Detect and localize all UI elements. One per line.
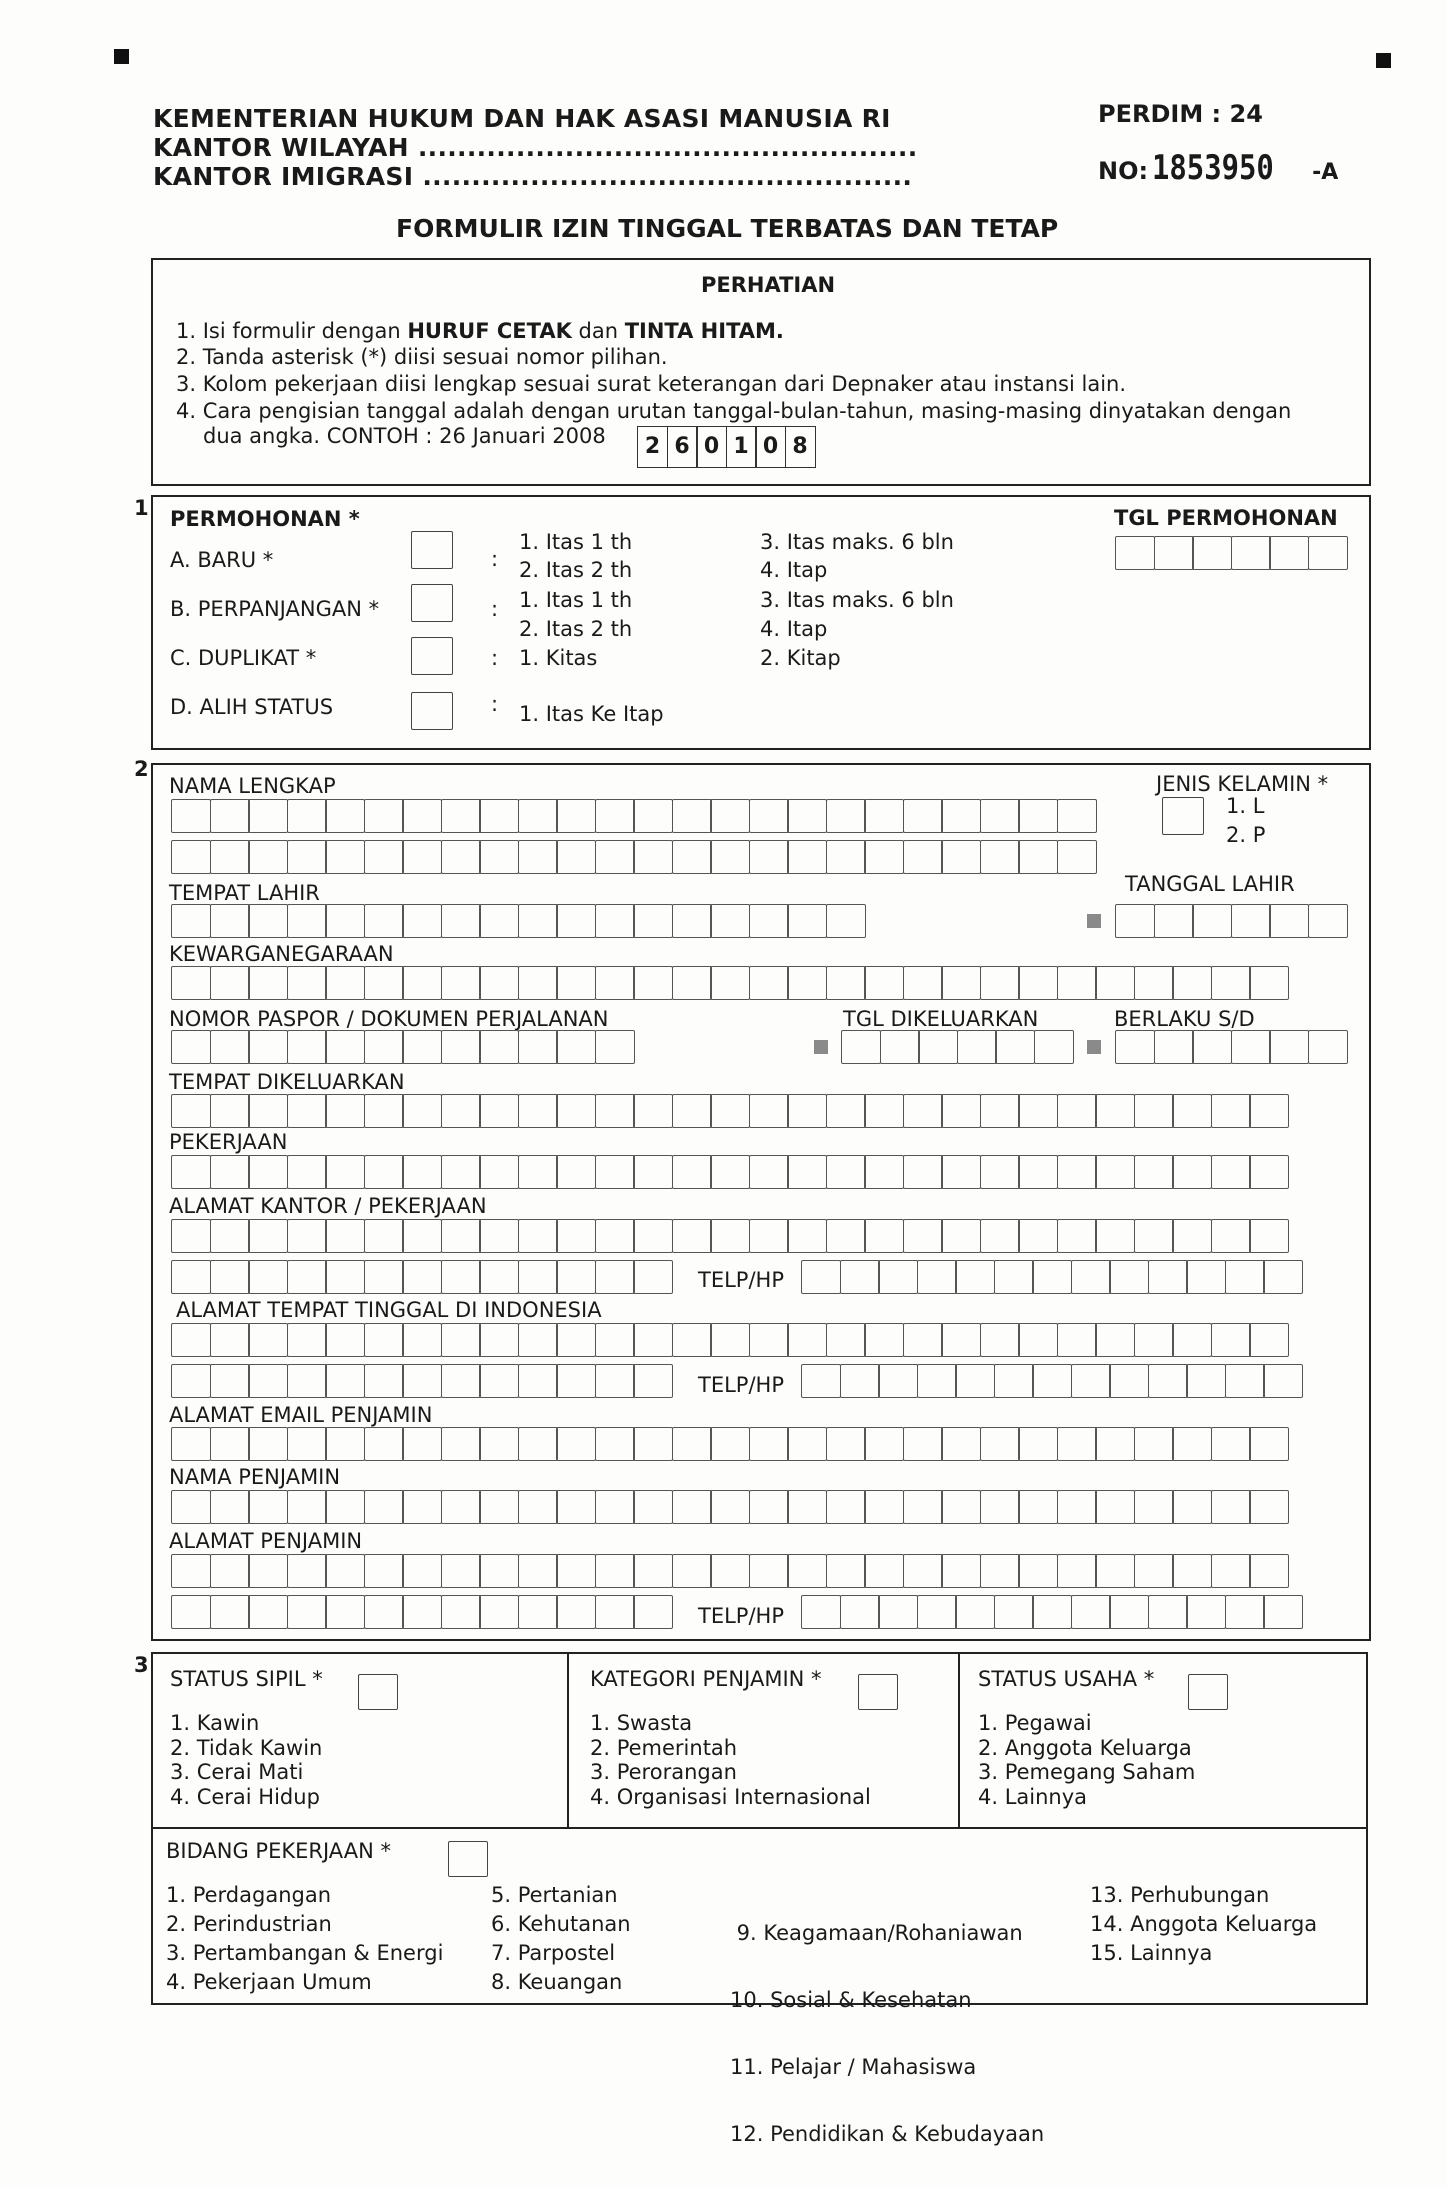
baru-option-1: 1. Itas 1 th (519, 530, 633, 554)
list-item: 2. Pemerintah (590, 1735, 738, 1760)
perpanjangan-label: B. PERPANJANGAN * (170, 597, 380, 621)
list-item: 2. Tidak Kawin (170, 1735, 323, 1760)
telp-label: TELP/HP (698, 1373, 784, 1397)
list-item: 8. Keuangan (491, 1970, 623, 1994)
baru-option-4: 4. Itap (760, 558, 828, 582)
notice-item-2: 2. Tanda asterisk (*) diisi sesuai nomor pilihan. (176, 345, 668, 369)
list-item: 3. Cerai Mati (170, 1760, 304, 1784)
nomor-paspor-label: NOMOR PASPOR / DOKUMEN PERJALANAN (169, 1007, 609, 1031)
section-status (151, 1652, 1368, 2146)
list-item: 12. Pendidikan & Kebudayaan (730, 2122, 1045, 2146)
duplikat-option-1: 1. Kitas (519, 646, 598, 670)
separator-square (1087, 1040, 1101, 1054)
telp-label: TELP/HP (698, 1604, 784, 1628)
list-item: 15. Lainnya (1090, 1941, 1213, 1965)
jenis-kelamin-option-2: 2. P (1226, 823, 1266, 847)
tempat-lahir-cells[interactable] (171, 904, 864, 938)
baru-checkbox[interactable] (411, 531, 453, 569)
ministry-heading: KEMENTERIAN HUKUM DAN HAK ASASI MANUSIA RI KANTOR WILAYAH ................................................... KANTOR IMIGRASI .................................................. (153, 104, 918, 191)
jenis-kelamin-label: JENIS KELAMIN * (1156, 772, 1329, 796)
section-personal-data (151, 763, 1371, 1641)
telp-kantor-cells[interactable] (801, 1260, 1302, 1294)
nama-lengkap-cells-1[interactable] (171, 799, 1095, 833)
list-item: 1. Swasta (590, 1711, 693, 1735)
list-item: 11. Pelajar / Mahasiswa (730, 2055, 977, 2079)
perpanjangan-option-2: 2. Itas 2 th (519, 617, 633, 641)
status-sipil-title: STATUS SIPIL * (170, 1667, 323, 1691)
section-permohonan (151, 495, 1371, 750)
alih-status-checkbox[interactable] (411, 692, 453, 730)
status-sipil-checkbox[interactable] (358, 1674, 398, 1710)
status-usaha-checkbox[interactable] (1188, 1674, 1228, 1710)
list-item: 9. Keagamaan/Rohaniawan (730, 1921, 1023, 1945)
kategori-penjamin-title: KATEGORI PENJAMIN * (590, 1667, 822, 1691)
colon: : (491, 597, 499, 621)
nama-lengkap-cells-2[interactable] (171, 840, 1095, 874)
colon: : (491, 547, 499, 571)
jenis-kelamin-checkbox[interactable] (1162, 797, 1204, 835)
email-penjamin-label: ALAMAT EMAIL PENJAMIN (169, 1403, 433, 1427)
notice-item-3: 3. Kolom pekerjaan diisi lengkap sesuai surat keterangan dari Depnaker atau instansi lain. (176, 372, 1127, 396)
corner-mark-left (114, 49, 129, 64)
list-item: 2. Perindustrian (166, 1912, 332, 1936)
list-item: 2. Anggota Keluarga (978, 1735, 1192, 1760)
colon: : (491, 646, 499, 670)
nama-lengkap-label: NAMA LENGKAP (169, 774, 336, 798)
nama-penjamin-cells[interactable] (171, 1490, 1288, 1524)
baru-option-2: 2. Itas 2 th (519, 558, 633, 582)
tanggal-lahir-label: TANGGAL LAHIR (1125, 872, 1295, 896)
separator-square (1087, 914, 1101, 928)
list-item: 1. Pegawai (978, 1711, 1092, 1735)
list-item: 3. Perorangan (590, 1760, 737, 1784)
bidang-col-4 (1090, 1881, 1317, 1968)
baru-option-3: 3. Itas maks. 6 bln (760, 530, 954, 554)
bidang-col-1 (166, 1881, 443, 1997)
divider (153, 1827, 1366, 1829)
tgl-dikeluarkan-cells[interactable] (841, 1030, 1072, 1064)
pekerjaan-cells[interactable] (171, 1155, 1288, 1189)
corner-mark-right (1376, 53, 1391, 68)
date-example-boxes: 2 6 0 1 0 8 (637, 426, 814, 468)
duplikat-checkbox[interactable] (411, 637, 453, 675)
list-item: 1. Perdagangan (166, 1883, 332, 1907)
pekerjaan-label: PEKERJAAN (169, 1130, 288, 1154)
tempat-dikeluarkan-cells[interactable] (171, 1094, 1288, 1128)
perpanjangan-option-3: 3. Itas maks. 6 bln (760, 588, 954, 612)
list-item: 6. Kehutanan (491, 1912, 631, 1936)
duplikat-option-2: 2. Kitap (760, 646, 841, 670)
kategori-penjamin-checkbox[interactable] (858, 1674, 898, 1710)
status-sipil-options (170, 1711, 322, 1809)
list-item: 4. Cerai Hidup (170, 1784, 320, 1809)
nomor-paspor-cells[interactable] (171, 1030, 633, 1064)
list-item: 13. Perhubungan (1090, 1883, 1270, 1907)
tempat-lahir-label: TEMPAT LAHIR (169, 881, 320, 905)
perpanjangan-option-1: 1. Itas 1 th (519, 588, 633, 612)
bidang-col-3 (730, 1881, 1044, 2187)
form-title: FORMULIR IZIN TINGGAL TERBATAS DAN TETAP (396, 214, 1059, 243)
permohonan-title: PERMOHONAN * (170, 507, 360, 531)
kewarganegaraan-label: KEWARGANEGARAAN (169, 942, 394, 966)
notice-item-4-cont: dua angka. CONTOH : 26 Januari 2008 (203, 424, 606, 448)
alamat-penjamin-cells-1[interactable] (171, 1554, 1288, 1588)
list-item: 4. Pekerjaan Umum (166, 1970, 372, 1994)
section-number-1: 1 (134, 496, 149, 520)
notice-item-1: 1. Isi formulir dengan HURUF CETAK dan TINTA HITAM. (176, 319, 784, 343)
section-number-2: 2 (134, 757, 149, 781)
berlaku-label: BERLAKU S/D (1114, 1007, 1255, 1031)
form-number: NO: 1853950 -A (1098, 148, 1339, 188)
list-item: 3. Pertambangan & Energi (166, 1941, 444, 1965)
telp-label: TELP/HP (698, 1268, 784, 1292)
alamat-penjamin-label: ALAMAT PENJAMIN (169, 1529, 363, 1553)
telp-penjamin-cells[interactable] (801, 1595, 1302, 1629)
alamat-kantor-label: ALAMAT KANTOR / PEKERJAAN (169, 1194, 487, 1218)
colon: : (491, 692, 499, 716)
tempat-dikeluarkan-label: TEMPAT DIKELUARKAN (169, 1070, 405, 1094)
bidang-col-2 (491, 1881, 631, 1997)
list-item: 14. Anggota Keluarga (1090, 1912, 1318, 1936)
list-item: 5. Pertanian (491, 1883, 618, 1907)
notice-box (151, 258, 1371, 486)
alamat-tinggal-label: ALAMAT TEMPAT TINGGAL DI INDONESIA (176, 1298, 602, 1322)
baru-label: A. BARU * (170, 548, 274, 572)
list-item: 3. Pemegang Saham (978, 1760, 1196, 1784)
perdim-label: PERDIM : 24 (1098, 100, 1263, 128)
email-penjamin-cells[interactable] (171, 1427, 1288, 1461)
notice-item-4: 4. Cara pengisian tanggal adalah dengan urutan tanggal-bulan-tahun, masing-masing dinyatakan dengan (176, 399, 1292, 423)
tgl-permohonan-title: TGL PERMOHONAN (1114, 506, 1338, 530)
alamat-penjamin-cells-2[interactable] (171, 1595, 672, 1629)
notice-title: PERHATIAN (701, 273, 836, 297)
alih-status-option-1: 1. Itas Ke Itap (519, 702, 664, 726)
separator-square (814, 1040, 828, 1054)
bidang-pekerjaan-title: BIDANG PEKERJAAN * (166, 1839, 392, 1863)
kewarganegaraan-cells[interactable] (171, 966, 1288, 1000)
list-item: 10. Sosial & Kesehatan (730, 1988, 972, 2012)
jenis-kelamin-option-1: 1. L (1226, 794, 1265, 818)
divider (958, 1654, 960, 1828)
perpanjangan-option-4: 4. Itap (760, 617, 828, 641)
bidang-pekerjaan-checkbox[interactable] (448, 1841, 488, 1877)
list-item: 1. Kawin (170, 1711, 260, 1735)
status-usaha-title: STATUS USAHA * (978, 1667, 1155, 1691)
status-usaha-options (978, 1711, 1195, 1809)
tanggal-lahir-cells[interactable] (1115, 904, 1346, 938)
alamat-tinggal-cells-1[interactable] (171, 1323, 1288, 1357)
perpanjangan-checkbox[interactable] (411, 584, 453, 622)
telp-tinggal-cells[interactable] (801, 1364, 1302, 1398)
section-number-3: 3 (134, 1653, 149, 1677)
list-item: 4. Lainnya (978, 1784, 1088, 1809)
alih-status-label: D. ALIH STATUS (170, 695, 334, 719)
nama-penjamin-label: NAMA PENJAMIN (169, 1465, 341, 1489)
divider (567, 1654, 569, 1828)
alamat-kantor-cells-2[interactable] (171, 1260, 672, 1294)
alamat-tinggal-cells-2[interactable] (171, 1364, 672, 1398)
tgl-dikeluarkan-label: TGL DIKELUARKAN (843, 1007, 1039, 1031)
alamat-kantor-cells-1[interactable] (171, 1219, 1288, 1253)
tgl-permohonan-cells[interactable] (1115, 536, 1346, 570)
berlaku-cells[interactable] (1115, 1030, 1346, 1064)
duplikat-label: C. DUPLIKAT * (170, 646, 317, 670)
list-item: 7. Parpostel (491, 1941, 616, 1965)
list-item: 4. Organisasi Internasional (590, 1784, 871, 1809)
kategori-penjamin-options (590, 1711, 871, 1809)
